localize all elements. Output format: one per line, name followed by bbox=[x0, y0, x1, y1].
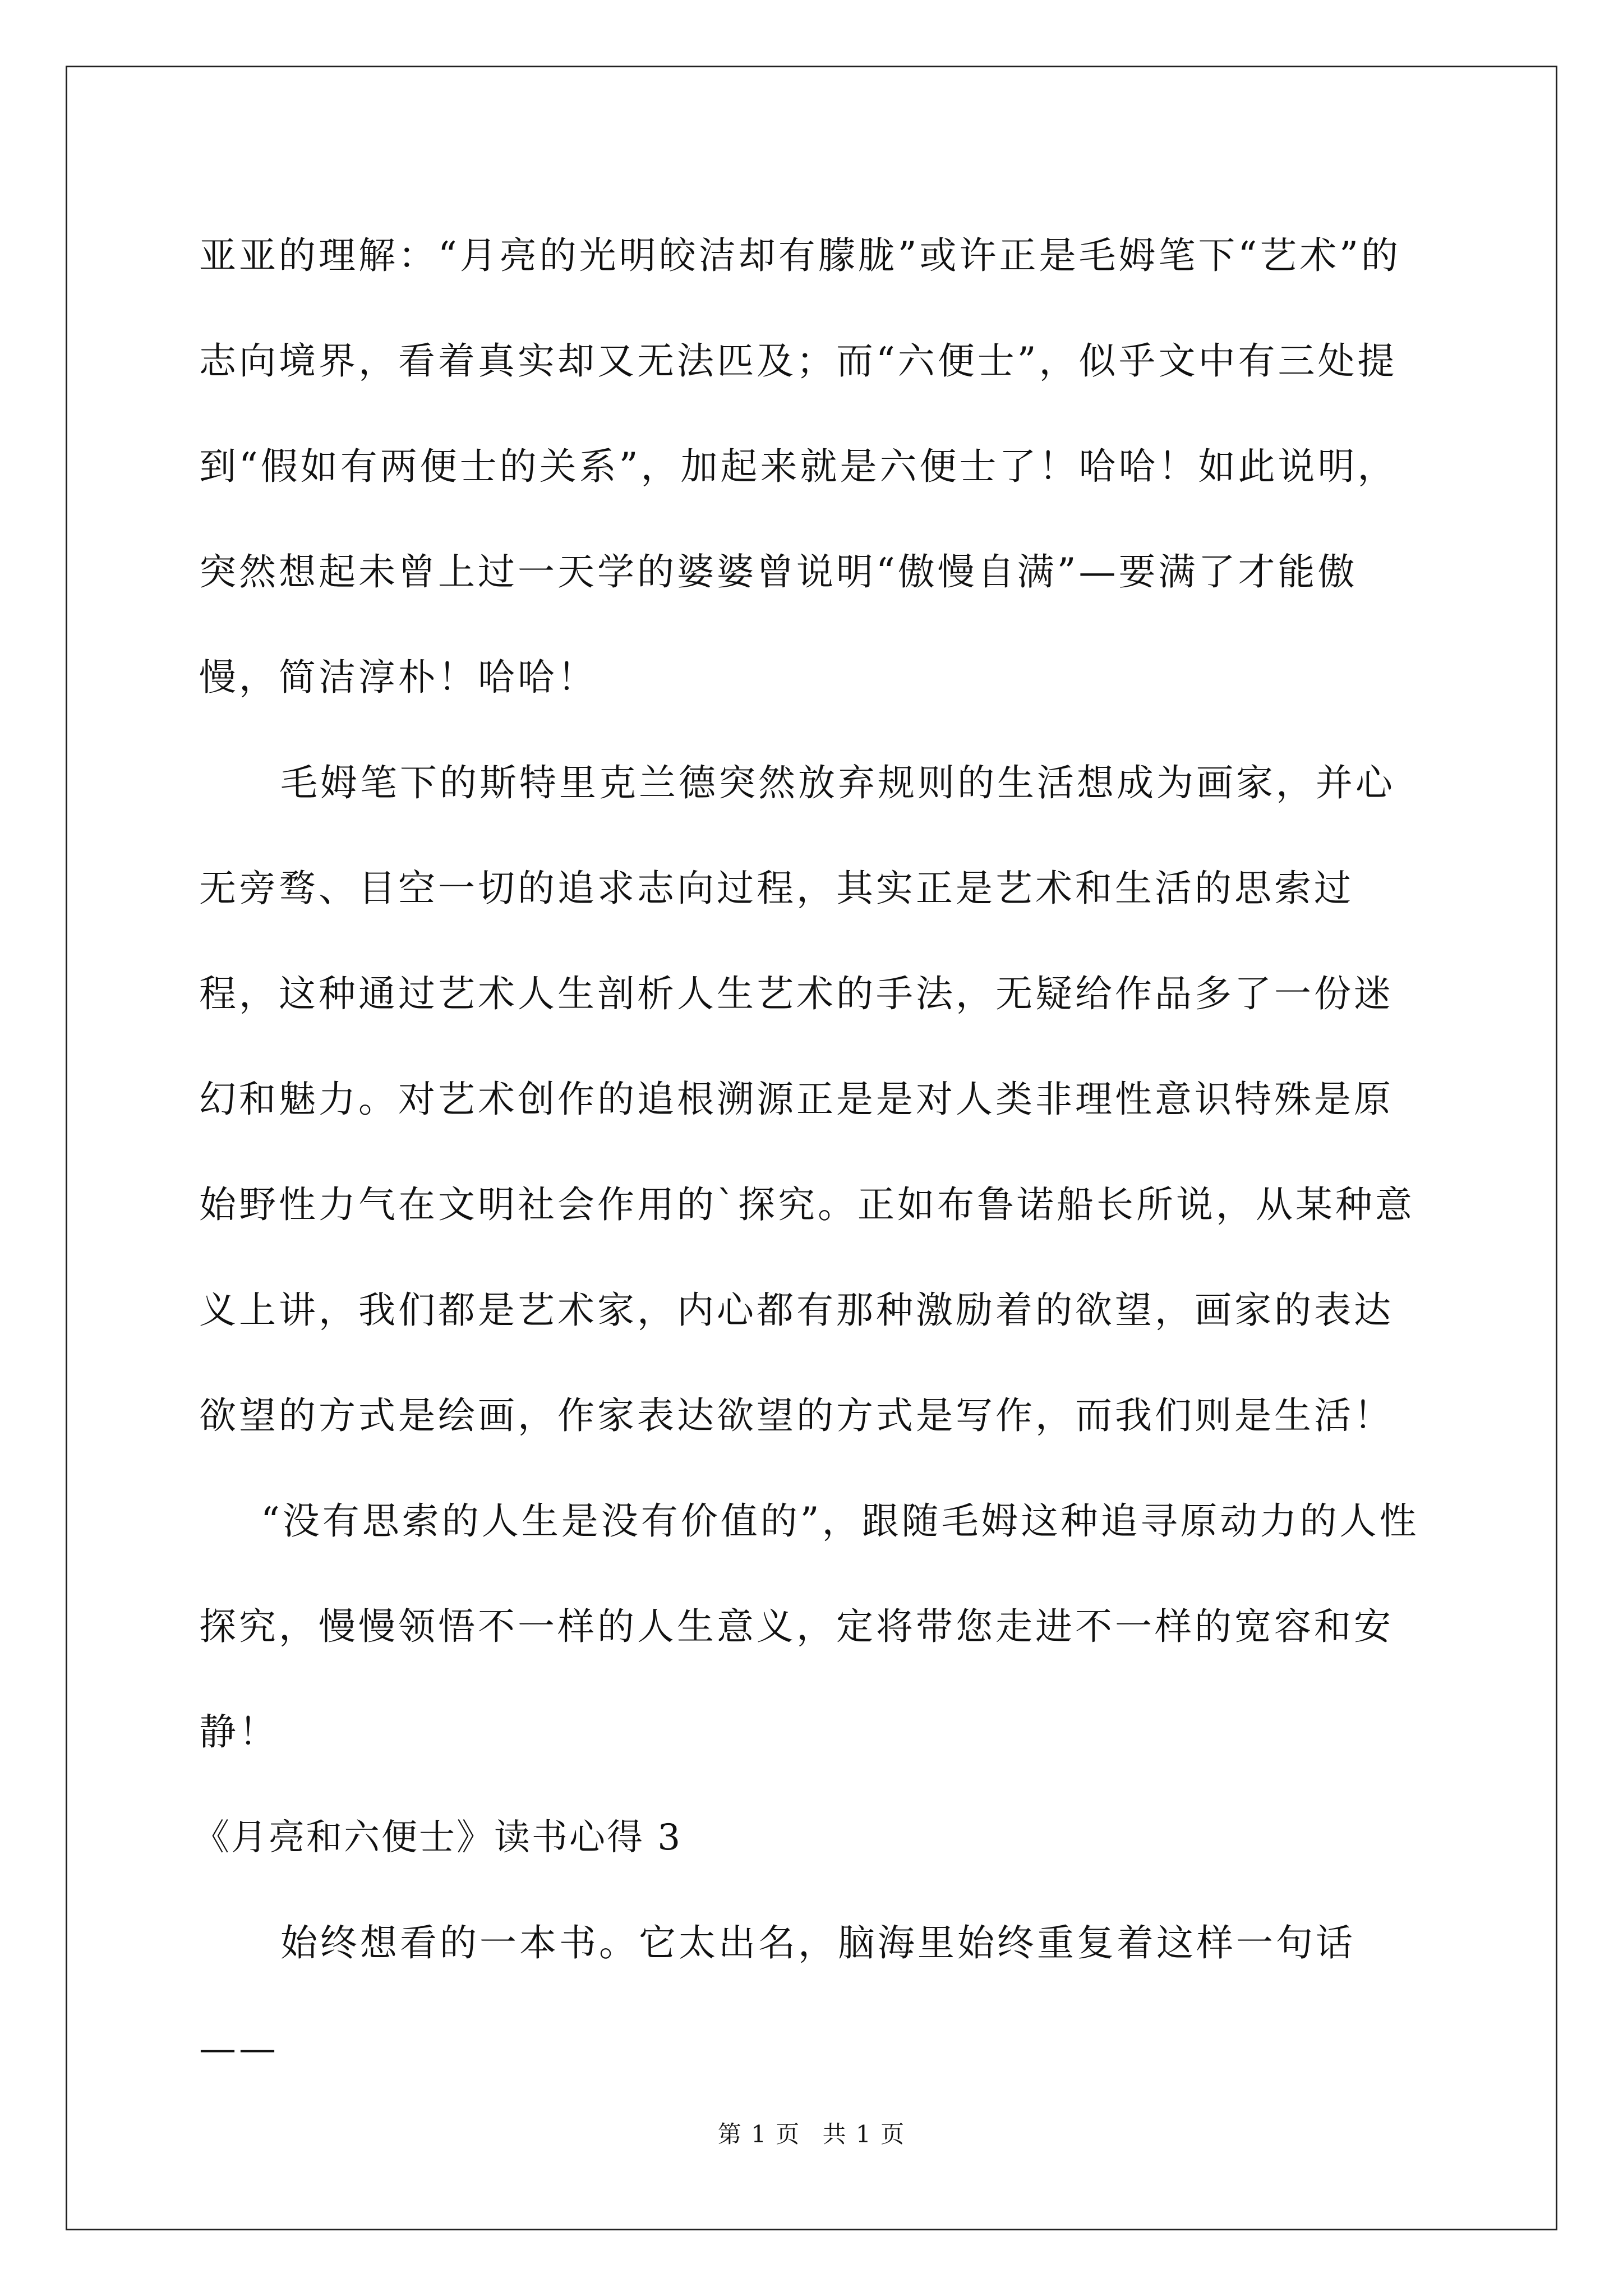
page-number: 第 1 页 bbox=[717, 2120, 801, 2148]
paragraph-1: 亚亚的理解：“月亮的光明皎洁却有朦胧”或许正是毛姆笔下“艺术”的志向境界，看着真实却又无法匹及；而“六便士”，似乎文中有三处提到“假如有两便士的关系”，加起来就是六便士了！哈哈！如此说明，突然想起未曾上过一天学的婆婆曾说明“傲慢自满”—要满了才能傲慢，简洁淳朴！哈哈！ bbox=[199, 234, 1401, 699]
document-body bbox=[193, 203, 1433, 2101]
paragraph-4: 始终想看的一本书。它太出名，脑海里始终重复着这样一句话—— bbox=[199, 1921, 1355, 2070]
page-total: 共 1 页 bbox=[822, 2120, 906, 2148]
paragraph-2: 毛姆笔下的斯特里克兰德突然放弃规则的生活想成为画家，并心无旁骛、目空一切的追求志向过程，其实正是艺术和生活的思索过程，这种通过艺术人生剖析人生艺术的手法，无疑给作品多了一份迷幻和魅力。对艺术创作的追根溯源正是是对人类非理性意识特殊是原始野性力气在文明社会作用的`探究。正如布鲁诺船长所说，从某种意义上讲，我们都是艺术家，内心都有那种激励着的欲望，画家的表达欲望的方式是绘画，作家表达欲望的方式是写作，而我们则是生活！ bbox=[199, 761, 1415, 1437]
paragraph-3: “没有思索的人生是没有价值的”，跟随毛姆这种追寻原动力的人性探究，慢慢领悟不一样的人生意义，定将带您走进不一样的宽容和安静！ bbox=[199, 1499, 1419, 1754]
page-footer bbox=[0, 2116, 1623, 2150]
section-heading: 《月亮和六便士》读书心得 3 bbox=[193, 1817, 683, 1858]
